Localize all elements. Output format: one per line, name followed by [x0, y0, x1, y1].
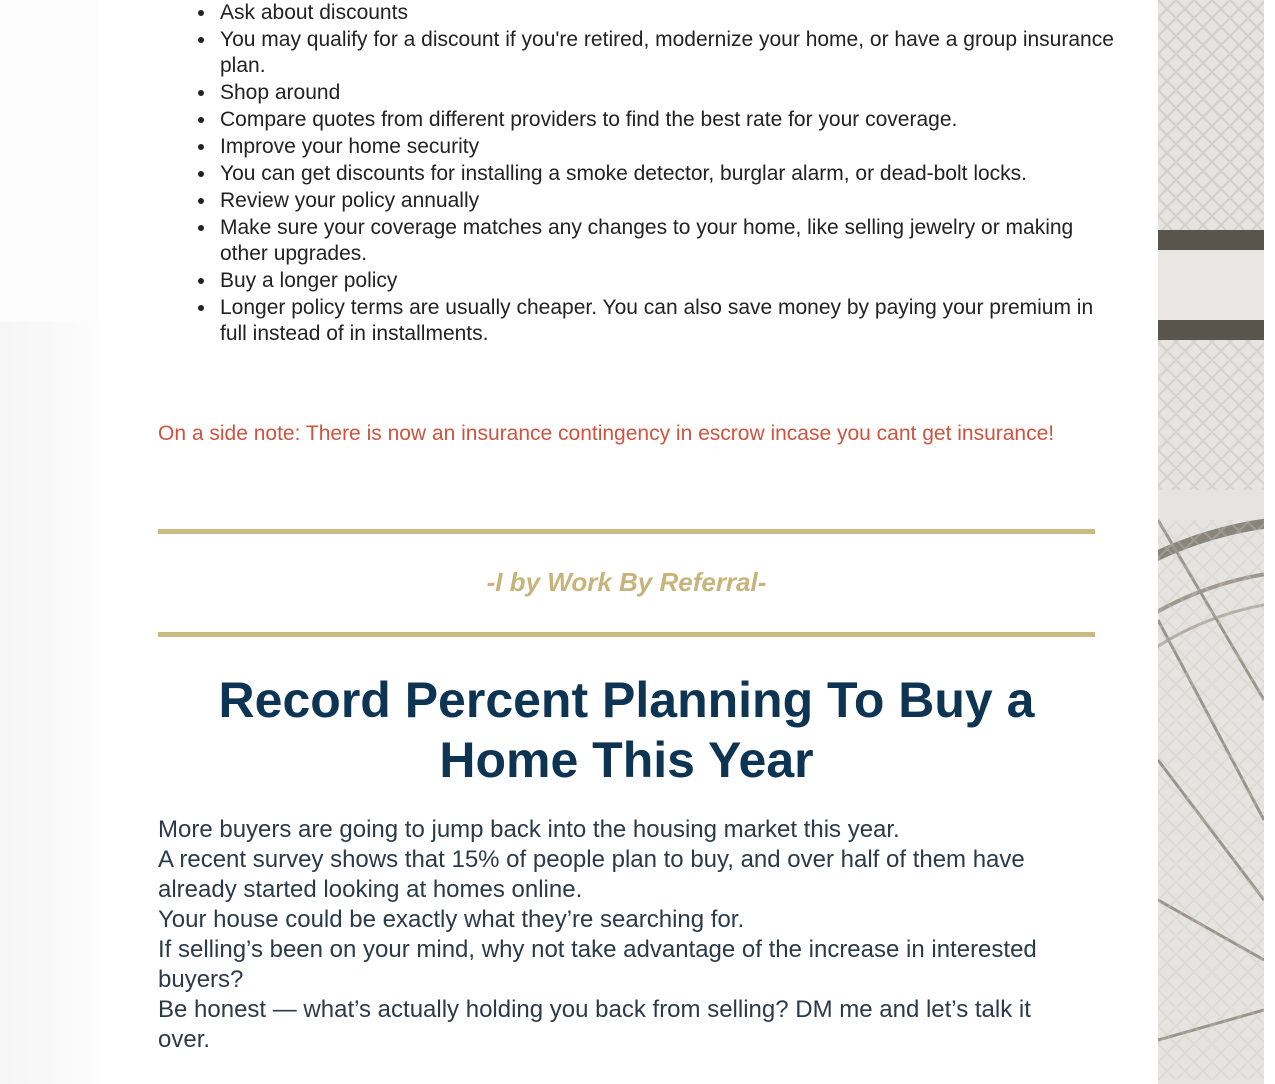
referral-tagline: -I by Work By Referral- — [486, 567, 767, 597]
clock-ornament-icon — [1158, 0, 1264, 1084]
decorative-clock-image — [1158, 0, 1264, 1084]
list-item: Make sure your coverage matches any changes to your home, like selling jewelry or making other upgrades. — [220, 215, 1120, 267]
list-item: Review your policy annually — [220, 188, 1120, 214]
newsletter-content — [98, 0, 1158, 1084]
list-item: Ask about discounts — [220, 0, 1120, 26]
body-paragraph: Be honest — what’s actually holding you back from selling? DM me and let’s talk it over. — [158, 996, 1031, 1053]
side-note-text: On a side note: There is now an insurance contingency in escrow incase you cant get insurance! — [158, 422, 1055, 445]
list-item: Improve your home security — [220, 134, 1120, 160]
divider-bottom — [158, 632, 1095, 637]
body-paragraph: If selling’s been on your mind, why not take advantage of the increase in interested buyers? — [158, 936, 1037, 993]
list-item: Compare quotes from different providers to find the best rate for your coverage. — [220, 107, 1120, 133]
list-item: You may qualify for a discount if you're retired, modernize your home, or have a group insurance plan. — [220, 27, 1120, 79]
left-background-panel — [0, 0, 98, 322]
body-paragraph: More buyers are going to jump back into the housing market this year. — [158, 816, 900, 843]
list-item: You can get discounts for installing a smoke detector, burglar alarm, or dead-bolt locks. — [220, 161, 1120, 187]
right-edge — [1264, 0, 1275, 1084]
article-headline: Record Percent Planning To Buy a Home This Year — [218, 672, 1035, 788]
divider-top — [158, 529, 1095, 534]
list-item: Shop around — [220, 80, 1120, 106]
body-paragraph: Your house could be exactly what they’re searching for. — [158, 906, 745, 933]
insurance-tips-list — [220, 0, 1120, 348]
list-item: Buy a longer policy — [220, 268, 1120, 294]
list-item: Longer policy terms are usually cheaper. You can also save money by paying your premium in full instead of in installments. — [220, 295, 1120, 347]
article-body — [158, 815, 1088, 1055]
body-paragraph: A recent survey shows that 15% of people plan to buy, and over half of them have already started looking at homes online. — [158, 846, 1025, 903]
